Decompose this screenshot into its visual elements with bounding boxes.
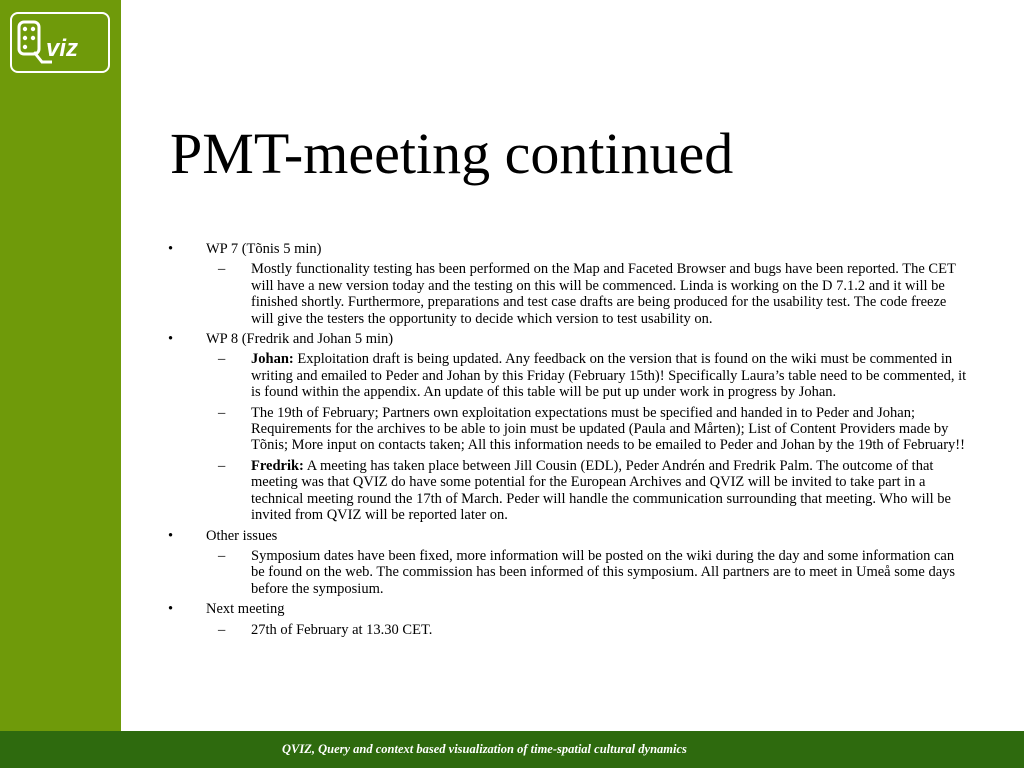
bullet-item [168, 241, 968, 257]
bullet-heading: Next meeting [206, 601, 285, 618]
sub-bullet-text: The 19th of February; Partners own exploitation expectations must be specified and handed in to Peder and Johan; Requirements for the archives to be able to join must be updated (Paula and Mårten); List of Content Providers made by Tõnis; More input on contacts taken; All this information needs to be emailed to Peder and Johan by the 19th of February!! [251, 404, 965, 454]
sub-bullet-text: Mostly functionality testing has been performed on the Map and Faceted Browser and bugs have been reported. The CET will have a new version today and the testing on this will be commenced. Linda is working on the D 7.1.2 and it will be finished shortly. Furthermore, preparations and test case drafts are being produced for the usability test. The code freeze will give the testers the opportunity to decide which version to test usability on. [251, 261, 956, 327]
dash-marker: – [218, 404, 226, 421]
bullet-heading: Other issues [206, 527, 278, 544]
footer-bar [0, 731, 1024, 768]
sub-bullet-text: 27th of February at 13.30 CET. [251, 621, 433, 638]
bullet-item [168, 331, 968, 347]
sub-bullet-item [168, 405, 968, 454]
sub-bullet-item [168, 548, 968, 597]
bullet-dot: • [168, 527, 174, 544]
bullet-dot: • [168, 601, 174, 618]
dash-marker: – [218, 547, 226, 564]
sub-bullet-item [168, 458, 968, 524]
speaker-name: Fredrik: [251, 457, 304, 474]
slide-body [168, 241, 968, 642]
dash-marker: – [218, 261, 226, 278]
sidebar [0, 0, 121, 731]
speaker-name: Johan: [251, 351, 294, 368]
footer-text: QVIZ, Query and context based visualization of time-spatial cultural dynamics [282, 742, 687, 756]
sub-bullet-text: Symposium dates have been fixed, more information will be posted on the wiki during the day and some information can be found on the web. The commission has been informed of this symposium. All partners are to meet in Umeå some days before the symposium. [251, 547, 956, 597]
sub-bullet-item [168, 351, 968, 400]
dash-marker: – [218, 351, 226, 368]
slide-title: PMT-meeting continued [170, 121, 734, 186]
sub-bullet-text: A meeting has taken place between Jill Cousin (EDL), Peder Andrén and Fredrik Palm. The outcome of that meeting was that QVIZ do have some potential for the European Archives and QVIZ will be invited to take part in a technical meeting round the 17th of March. Peder will handle the communication surrounding that meeting. Who will be invited from QVIZ will be reported later on. [251, 457, 951, 524]
bullet-dot: • [168, 331, 174, 348]
qviz-logo [10, 12, 110, 73]
sub-bullet-item [168, 622, 968, 638]
bullet-dot: • [168, 241, 174, 257]
bullet-heading: WP 8 (Fredrik and Johan 5 min) [206, 331, 394, 348]
bullet-item [168, 601, 968, 617]
dash-marker: – [218, 621, 226, 638]
bullet-item [168, 528, 968, 544]
svg-text:viz: viz [46, 35, 79, 62]
dash-marker: – [218, 457, 226, 474]
sub-bullet-text: Exploitation draft is being updated. Any feedback on the version that is found on the wiki must be commented in writing and emailed to Peder and Johan by this Friday (February 15th)! Specifically Laura’s table need to be commented, it is found within the appendix. An update of this table will be put up under work in progress by Johan. [251, 351, 967, 401]
sub-bullet-item [168, 261, 968, 327]
bullet-heading: WP 7 (Tõnis 5 min) [206, 241, 322, 257]
